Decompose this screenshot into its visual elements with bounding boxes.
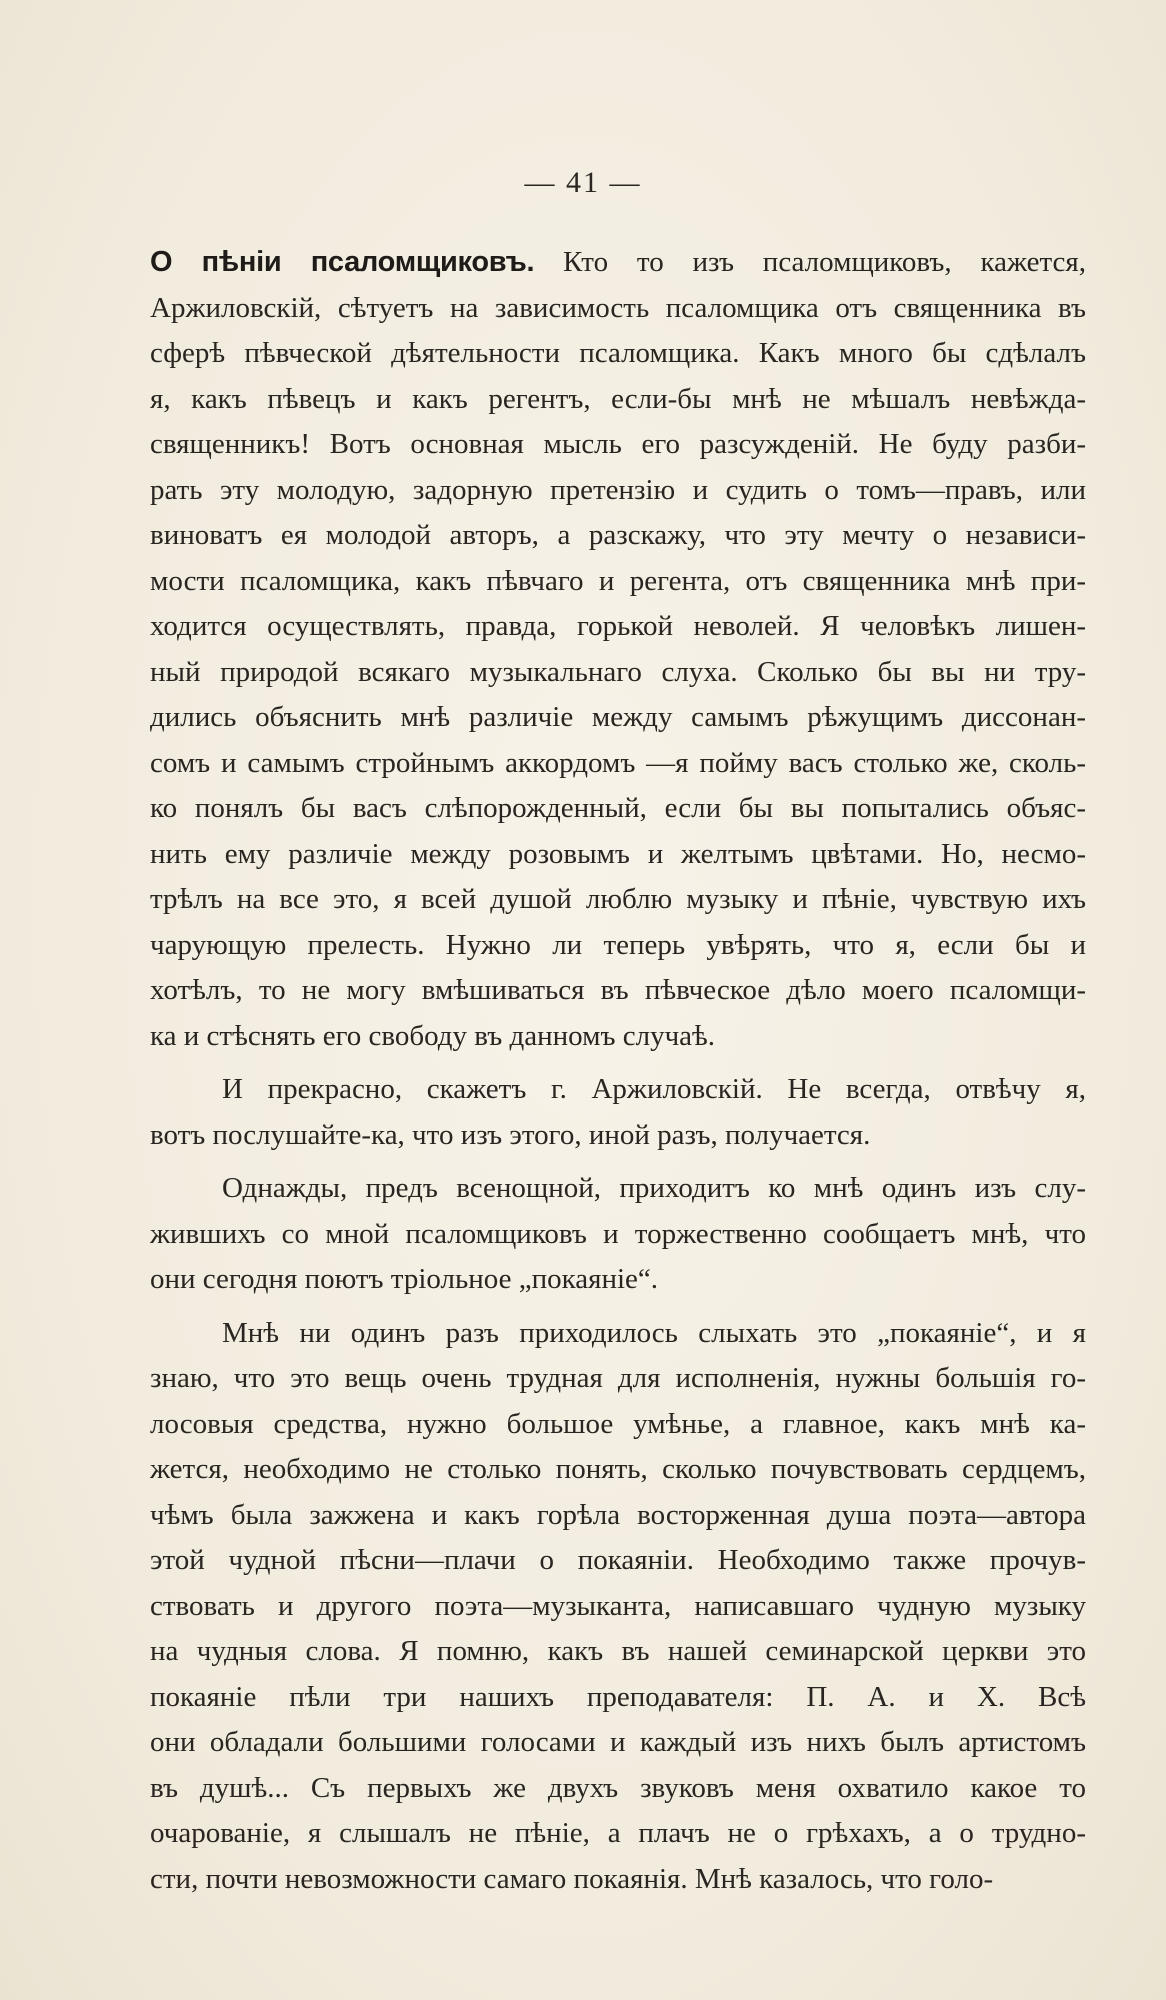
- text-line: [150, 786, 1086, 832]
- text-line: [150, 1857, 1086, 1903]
- text-line: [150, 1766, 1086, 1812]
- line-text: ко понялъ бы васъ слѣпорожденный, если бы вы попытались объяс-: [150, 792, 1086, 824]
- text-line: [150, 1538, 1086, 1584]
- text-line: [150, 1675, 1086, 1721]
- line-text: лосовыя средства, нужно большое умѣнье, а главное, какъ мнѣ ка-: [150, 1407, 1086, 1440]
- text-line: [150, 923, 1086, 969]
- line-text: сомъ и самымъ стройнымъ аккордомъ —я пойму васъ столько же, сколь-: [150, 746, 1086, 779]
- text-line: [150, 1166, 1086, 1212]
- text-line: [150, 1720, 1086, 1766]
- line-text: жется, необходимо не столько понять, сколько почувствовать сердцемъ,: [150, 1453, 1086, 1485]
- line-text: ствовать и другого поэта—музыканта, написавшаго чудную музыку: [150, 1589, 1086, 1622]
- text-line: [150, 1629, 1086, 1675]
- text-line: [150, 1257, 1086, 1303]
- text-line: [150, 1811, 1086, 1857]
- paragraph-gap: [150, 1158, 1086, 1166]
- line-text: Мнѣ ни одинъ разъ приходилось слыхать это „покаяніе“, и я: [222, 1316, 1086, 1349]
- line-text: они сегодня поютъ тріольное „покаяніе“.: [150, 1263, 659, 1295]
- line-text: знаю, что это вещь очень трудная для исполненія, нужны большія го-: [150, 1362, 1086, 1394]
- line-text: нить ему различіе между розовымъ и желтымъ цвѣтами. Но, несмо-: [150, 837, 1086, 870]
- text-line: [150, 741, 1086, 787]
- line-text: на чудныя слова. Я помню, какъ въ нашей семинарской церкви это: [150, 1635, 1086, 1667]
- line-text: хотѣлъ, то не могу вмѣшиваться въ пѣвческое дѣло моего псаломщи-: [150, 974, 1086, 1006]
- line-text: мости псаломщика, какъ пѣвчаго и регента, отъ священника мнѣ при-: [150, 564, 1086, 597]
- text-line: [150, 559, 1086, 605]
- line-text: очарованіе, я слышалъ не пѣніе, а плачъ не о грѣхахъ, а о трудно-: [150, 1817, 1086, 1849]
- line-text: я, какъ пѣвецъ и какъ регентъ, если-бы мнѣ не мѣшалъ невѣжда-: [150, 382, 1086, 415]
- line-text: сферѣ пѣвческой дѣятельности псаломщика. Какъ много бы сдѣлалъ: [150, 337, 1086, 369]
- text-line: [150, 695, 1086, 741]
- text-line: [150, 331, 1086, 377]
- text-line: [150, 513, 1086, 559]
- line-text: чарующую прелесть. Нужно ли теперь увѣрять, что я, если бы и: [150, 928, 1086, 961]
- line-text: Кто то изъ псаломщиковъ, кажется,: [563, 246, 1086, 278]
- text-line: [150, 1356, 1086, 1402]
- body-text: [150, 240, 1086, 1902]
- text-line: [150, 968, 1086, 1014]
- line-text: трѣлъ на все это, я всей душой люблю музыку и пѣніе, чувствую ихъ: [150, 883, 1086, 915]
- line-text: ка и стѣснять его свободу въ данномъ случаѣ.: [150, 1019, 716, 1052]
- line-text: покаяніе пѣли три нашихъ преподавателя: П. А. и Х. Всѣ: [150, 1680, 1086, 1713]
- text-line: [150, 877, 1086, 923]
- page-number: — 41 —: [524, 166, 642, 199]
- text-line: [150, 240, 1086, 286]
- text-line: [150, 1113, 1086, 1159]
- line-text: этой чудной пѣсни—плачи о покаяніи. Необходимо также прочув-: [150, 1544, 1086, 1576]
- line-text: Однажды, предъ всенощной, приходитъ ко мнѣ одинъ изъ слу-: [222, 1172, 1086, 1204]
- section-heading: О пѣніи псаломщиковъ.: [150, 246, 535, 278]
- line-text: Аржиловскій, сѣтуетъ на зависимость псаломщика отъ священника въ: [150, 291, 1086, 324]
- text-line: [150, 377, 1086, 423]
- text-line: [150, 1311, 1086, 1357]
- line-text: чѣмъ была зажжена и какъ горѣла восторженная душа поэта—автора: [150, 1498, 1086, 1531]
- line-text: сти, почти невозможности самаго покаянія. Мнѣ казалось, что голо-: [150, 1862, 994, 1895]
- text-line: [150, 1067, 1086, 1113]
- text-line: [150, 1212, 1086, 1258]
- line-text: ходится осуществлять, правда, горькой неволей. Я человѣкъ лишен-: [150, 610, 1086, 642]
- line-text: въ душѣ... Съ первыхъ же двухъ звуковъ меня охватило какое то: [150, 1771, 1086, 1804]
- line-text: вотъ послушайте-ка, что изъ этого, иной разъ, получается.: [150, 1118, 871, 1151]
- text-line: [150, 422, 1086, 468]
- text-line: [150, 1447, 1086, 1493]
- paragraph-gap: [150, 1059, 1086, 1067]
- text-line: [150, 832, 1086, 878]
- text-line: [150, 468, 1086, 514]
- line-text: рать эту молодую, задорную претензію и судить о томъ—правъ, или: [150, 473, 1086, 506]
- text-line: [150, 286, 1086, 332]
- line-text: И прекрасно, скажетъ г. Аржиловскій. Не всегда, отвѣчу я,: [222, 1073, 1086, 1105]
- text-line: [150, 1493, 1086, 1539]
- text-line: [150, 1014, 1086, 1060]
- line-text: они обладали большими голосами и каждый изъ нихъ былъ артистомъ: [150, 1726, 1086, 1758]
- text-line: [150, 650, 1086, 696]
- line-text: священникъ! Вотъ основная мысль его разсужденій. Не буду разби-: [150, 428, 1086, 460]
- paragraph-gap: [150, 1303, 1086, 1311]
- line-text: ный природой всякаго музыкальнаго слуха. Сколько бы вы ни тру-: [150, 655, 1086, 688]
- line-text: дились объяснить мнѣ различіе между самымъ рѣжущимъ диссонан-: [150, 701, 1086, 733]
- text-line: [150, 1402, 1086, 1448]
- text-line: [150, 1584, 1086, 1630]
- line-text: жившихъ со мной псаломщиковъ и торжественно сообщаетъ мнѣ, что: [150, 1217, 1086, 1250]
- text-line: [150, 604, 1086, 650]
- line-text: виноватъ ея молодой авторъ, а разскажу, что эту мечту о независи-: [150, 519, 1086, 551]
